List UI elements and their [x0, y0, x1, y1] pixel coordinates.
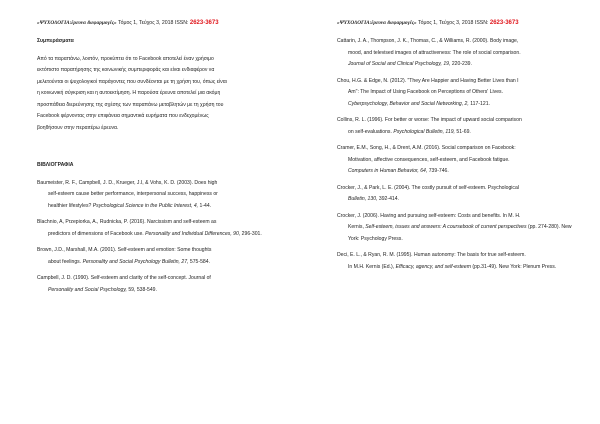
reference-pages: 575-584.: [188, 258, 210, 265]
reference-entry: [37, 245, 273, 268]
reference-entry: [37, 217, 273, 240]
reference-pages: 117-121.: [468, 100, 490, 107]
reference-pages: 392-414.: [377, 196, 399, 202]
reference-entry: [337, 183, 573, 206]
reference-entry: [37, 178, 273, 213]
reference-pages: 296-301.: [240, 230, 262, 237]
page-header: [37, 20, 219, 26]
reference-line: Cattarin, J. A., Thompson, J. K., Thomas, C., & Williams, R. (2000). Body image,: [337, 38, 519, 44]
reference-journal: Personality and Social Psychology,: [48, 286, 127, 293]
volume-info: Τόμος 1, Τεύχος 3, 2018 ISSN:: [416, 20, 490, 26]
reference-line: self-esteem cause better performance, interpersonal success, happiness or: [48, 191, 218, 197]
summary-line: εκτόπιστο παρατήρησης της κοινωνικής συμπεριφοράς και είναι ενδιαφέρον να: [37, 67, 215, 73]
reference-text: healthier lifestyles?: [48, 202, 93, 209]
reference-text: about feelings.: [48, 258, 83, 265]
reference-journal: Personality and Social Psychology Bulletin, 27,: [82, 258, 189, 265]
summary-line: Facebook φέρνοντας στην επιφάνεια σημαντικά ευρήματα που ενδεχομένως: [37, 113, 209, 119]
reference-line: Campbell, J. D. (1990). Self-esteem and clarity of the self-concept. Journal of: [37, 275, 211, 281]
reference-entry: [337, 211, 573, 246]
summary-line: βοηθήσουν στην περαιτέρω έρευνα.: [37, 124, 119, 131]
reference-journal: Personality and Individual Differences, 90,: [145, 230, 241, 237]
reference-line: Crocker, J., & Park, L. E. (2004). The costly pursuit of self-esteem. Psychological: [337, 184, 519, 191]
reference-journal: Psychological Science in the Public Interest, 4,: [92, 202, 199, 209]
reference-journal: Journal of Social and Clinical Psychology, 19,: [348, 61, 451, 67]
reference-pages: 51-69.: [454, 128, 471, 135]
reference-line: Crocker, J. (2006). Having and pursuing self-esteem: Costs and benefits. In M. H.: [337, 212, 521, 219]
reference-text: Kernis,: [348, 224, 366, 230]
reference-pages: (pp.31-49). New York: Plenum Press.: [470, 263, 557, 270]
reference-text: In M.H. Kernis (Ed.),: [348, 263, 396, 270]
volume-info: Τόμος 1, Τεύχος 3, 2018 ISSN:: [116, 20, 190, 26]
page-header: [337, 20, 519, 26]
reference-line: Motivation, affective consequences, self-esteem, and Facebook fatigue.: [348, 156, 510, 163]
reference-entry: [37, 273, 273, 296]
reference-entry: [337, 36, 573, 71]
bibliography-heading: ΒΙΒΛΙΟΓΡΑΦΙΑ: [37, 162, 74, 168]
reference-text: predictors of dimensions of Facebook use.: [48, 230, 146, 237]
summary-line: Από τα παραπάνω, λοιπόν, προκύπτει ότι το Facebook αποτελεί έναν χρήσιμο: [37, 55, 214, 62]
reference-pages: (pp. 274-280). New York: Psychology Press.: [348, 224, 572, 242]
reference-pages: 220-239.: [450, 61, 472, 67]
right-page: [300, 0, 600, 424]
reference-entry: [337, 143, 573, 178]
reference-journal: Computers in Human Behavior, 64,: [348, 168, 428, 174]
reference-pages: 1-44.: [198, 202, 212, 209]
left-content: [37, 36, 273, 301]
reference-pages: 739-746.: [427, 168, 449, 174]
right-content: [337, 36, 573, 278]
reference-line: Cramer, E.M., Song, H., & Drent, A.M. (2016). Social comparison on Facebook:: [337, 145, 516, 151]
issn-number: 2623-3673: [189, 20, 219, 26]
reference-journal: Self-esteem, issues and answers: A coursebook of current perspectives: [365, 224, 527, 230]
reference-line: Blachnio, A, Przepiorka, A., Rudnicka, P. (2016). Narcissism and self-esteem as: [37, 219, 217, 225]
reference-line: Am": The Impact of Using Facebook on Perceptions of Others' Lives.: [348, 89, 504, 95]
summary-heading: Συμπεράσματα: [37, 38, 74, 44]
reference-journal: Bulletin, 130,: [348, 196, 378, 202]
reference-entry: [337, 250, 573, 273]
summary-paragraph: [37, 54, 273, 135]
summary-line: μελετούνται οι ψυχολογικοί παράγοντες που συνδέονται με τη χρήση του, όπως είναι: [37, 78, 227, 85]
journal-title: «ΨΥΧΟΛΟΓΙΑ:έρευνα &εφαρμογές»: [337, 20, 417, 26]
reference-line: Baumeister, R. F., Campbell, J. D., Krueger, J.I, & Vohs, K. D. (2003). Does high: [37, 179, 218, 186]
reference-entry: [337, 115, 573, 138]
reference-text: on self-evaluations.: [348, 128, 394, 135]
reference-line: Collins, R. L. (1996). For better or worse: The impact of upward social comparison: [337, 117, 522, 123]
issn-number: 2623-3673: [489, 20, 519, 26]
reference-line: Chou, H.G. & Edge, N. (2012). "They Are Happier and Having Better Lives than I: [337, 77, 519, 84]
reference-journal: Psychological Bulletin, 119,: [393, 128, 455, 135]
reference-line: Brown, J.D., Marshall, M.A. (2001). Self-esteem and emotion: Some thoughts: [37, 247, 212, 253]
reference-entry: [337, 76, 573, 111]
reference-line: Deci, E. L., & Ryan, R. M. (1995). Human autonomy: The basis for true self-esteem.: [337, 252, 526, 258]
reference-journal: Cyberpsychology, Behavior and Social Networking, 2,: [348, 100, 469, 107]
summary-line: η κοινωνική σύγκριση και η αυτοεκτίμηση. Η παρούσα έρευνα αποτελεί μια ακόμη: [37, 90, 221, 96]
summary-line: προσπάθεια διερεύνησης της σχέσης των παραπάνω μεταβλητών με τη χρήση του: [37, 101, 224, 108]
journal-title: «ΨΥΧΟΛΟΓΙΑ:έρευνα &εφαρμογές»: [37, 20, 117, 26]
reference-journal: Efficacy, agency, and self-esteem: [395, 263, 471, 270]
reference-pages: 59, 538-549.: [126, 286, 157, 293]
reference-line: mood, and televised images of attractiveness: The role of social comparison.: [348, 49, 521, 56]
